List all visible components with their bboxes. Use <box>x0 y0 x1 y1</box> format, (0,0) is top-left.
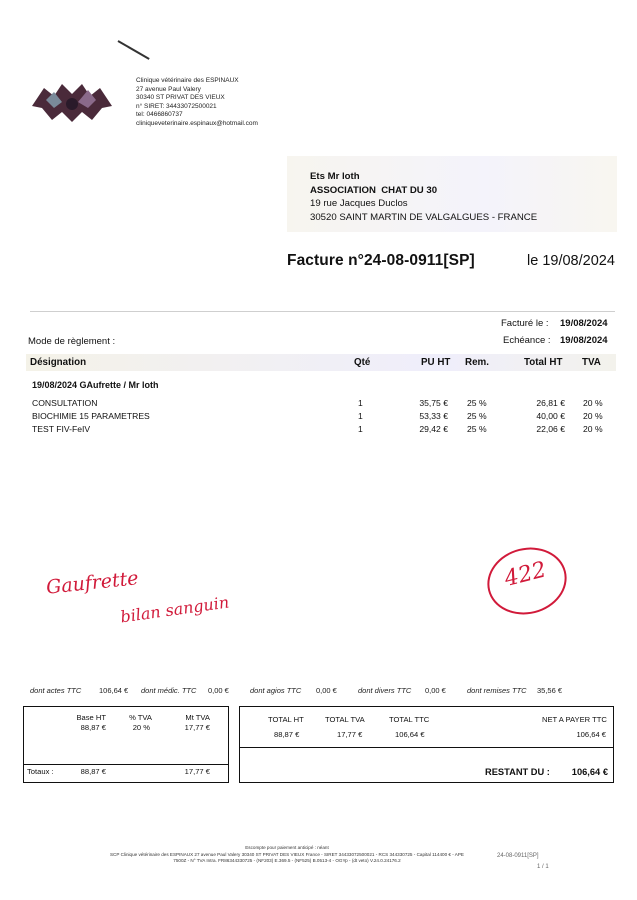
handwritten-gaufrette: Gaufrette <box>45 567 140 599</box>
clinic-tel: tel: 0466860737 <box>136 111 183 119</box>
row-2-designation: BIOCHIMIE 15 PARAMETRES <box>32 411 150 421</box>
total-ht-header: TOTAL HT <box>268 715 304 724</box>
restant-value: 106,64 € <box>571 767 608 777</box>
total-tva-value: 17,77 € <box>337 730 363 739</box>
actes-label: dont actes TTC <box>30 686 82 695</box>
footer-ref: 24-08-0911[SP] <box>497 853 539 859</box>
vat-mt-value: 17,77 € <box>184 723 210 732</box>
row-1-total: 26,81 € <box>536 398 565 408</box>
footer-line2: SCP Clinique vétérinaire des ESPINAUX 27 avenue Paul Valery 30340 ST PRIVAT DES VIEUX France - SIRET 34433072500021 - RCS 344330725 - Capital 114400 € - APE <box>109 851 464 857</box>
vat-divider <box>24 764 228 765</box>
handwritten-circle <box>480 539 574 622</box>
net-header: NET A PAYER TTC <box>542 715 607 724</box>
col-designation: Désignation <box>30 357 87 368</box>
actes-value: 106,64 € <box>99 686 129 695</box>
group-title: 19/08/2024 GAufrette / Mr loth <box>32 380 159 390</box>
due-date: 19/08/2024 <box>560 335 608 346</box>
row-1-designation: CONSULTATION <box>32 398 98 408</box>
clinic-address <box>136 77 258 129</box>
agios-value: 0,00 € <box>316 686 337 695</box>
payment-mode-label: Mode de règlement : <box>28 336 116 347</box>
footer-line1: Escompte pour paiement anticipé : néant <box>245 845 329 850</box>
recipient-address <box>310 170 537 224</box>
restant-label: RESTANT DU : <box>485 767 550 777</box>
clinic-logo <box>32 78 112 124</box>
agios-label: dont agios TTC <box>250 686 302 695</box>
totaux-base: 88,87 € <box>80 767 106 776</box>
remises-value: 35,56 € <box>537 686 563 695</box>
medic-value: 0,00 € <box>208 686 229 695</box>
due-date-label: Echéance : <box>503 335 551 346</box>
row-3-rem: 25 % <box>467 424 487 434</box>
col-qty: Qté <box>354 357 371 368</box>
row-1-qty: 1 <box>358 398 363 408</box>
recipient-line1: Ets Mr loth <box>310 171 360 182</box>
footer-page: 1 / 1 <box>537 864 549 870</box>
row-3-pu: 29,42 € <box>419 424 448 434</box>
col-tva: TVA <box>582 357 601 368</box>
clinic-email: cliniqueveterinaire.espinaux@hotmail.com <box>136 119 258 127</box>
total-tva-header: TOTAL TVA <box>325 715 365 724</box>
medic-label: dont médic. TTC <box>141 686 197 695</box>
clinic-city: 30340 ST PRIVAT DES VIEUX <box>136 94 225 102</box>
invoice-date: le 19/08/2024 <box>527 253 615 269</box>
row-2-total: 40,00 € <box>536 411 565 421</box>
totaux-label: Totaux : <box>27 767 54 776</box>
vat-summary-box <box>23 706 229 783</box>
col-rem: Rem. <box>465 357 489 368</box>
divider <box>30 311 615 312</box>
row-1-pu: 35,75 € <box>419 398 448 408</box>
invoice-title: Facture n°24-08-0911[SP] <box>287 252 475 269</box>
net-value: 106,64 € <box>576 730 606 739</box>
vat-pct-header: % TVA <box>129 713 152 722</box>
row-3-tva: 20 % <box>583 424 603 434</box>
recipient-line3: 19 rue Jacques Duclos <box>310 198 408 209</box>
vat-base-header: Base HT <box>76 713 106 722</box>
row-1-rem: 25 % <box>467 398 487 408</box>
total-ht-value: 88,87 € <box>274 730 300 739</box>
vat-pct-value: 20 % <box>132 723 150 732</box>
row-1-tva: 20 % <box>583 398 603 408</box>
handwritten-number: 422 <box>502 557 549 592</box>
billed-date: 19/08/2024 <box>560 318 608 329</box>
row-3-qty: 1 <box>358 424 363 434</box>
totaux-mt: 17,77 € <box>184 767 210 776</box>
clinic-name: Clinique vétérinaire des ESPINAUX <box>136 77 239 84</box>
row-2-rem: 25 % <box>467 411 487 421</box>
row-2-pu: 53,33 € <box>419 411 448 421</box>
recipient-line2: ASSOCIATION CHAT DU 30 <box>310 184 438 196</box>
handwritten-bilan: bilan sanguin <box>119 592 231 627</box>
divers-value: 0,00 € <box>425 686 446 695</box>
clinic-siret: n° SIRET: 34433072500021 <box>136 102 217 110</box>
row-3-designation: TEST FIV-FeIV <box>32 424 91 434</box>
vat-mt-header: Mt TVA <box>185 713 210 722</box>
col-total-ht: Total HT <box>524 357 563 368</box>
divers-label: dont divers TTC <box>358 686 412 695</box>
col-pu-ht: PU HT <box>421 357 451 368</box>
row-2-tva: 20 % <box>583 411 603 421</box>
footer-line3: 7500Z - N° TVA Intra. FR86344330725 - (NF203) E.369.5 - (NF525) B.0513-4 - OGYp - (dt veto) V.24.0.24176.2 <box>173 858 401 864</box>
pen-mark <box>118 40 150 60</box>
clinic-street: 27 avenue Paul Valery <box>136 85 201 93</box>
row-2-qty: 1 <box>358 411 363 421</box>
total-ttc-header: TOTAL TTC <box>389 715 430 724</box>
totals-box <box>239 706 614 783</box>
totals-divider <box>240 747 613 748</box>
remises-label: dont remises TTC <box>467 686 527 695</box>
footer-legal <box>80 845 494 865</box>
recipient-line4: 30520 SAINT MARTIN DE VALGALGUES - FRANCE <box>310 211 538 223</box>
total-ttc-value: 106,64 € <box>395 730 425 739</box>
billed-date-label: Facturé le : <box>501 318 549 329</box>
vat-base-value: 88,87 € <box>80 723 106 732</box>
row-3-total: 22,06 € <box>536 424 565 434</box>
